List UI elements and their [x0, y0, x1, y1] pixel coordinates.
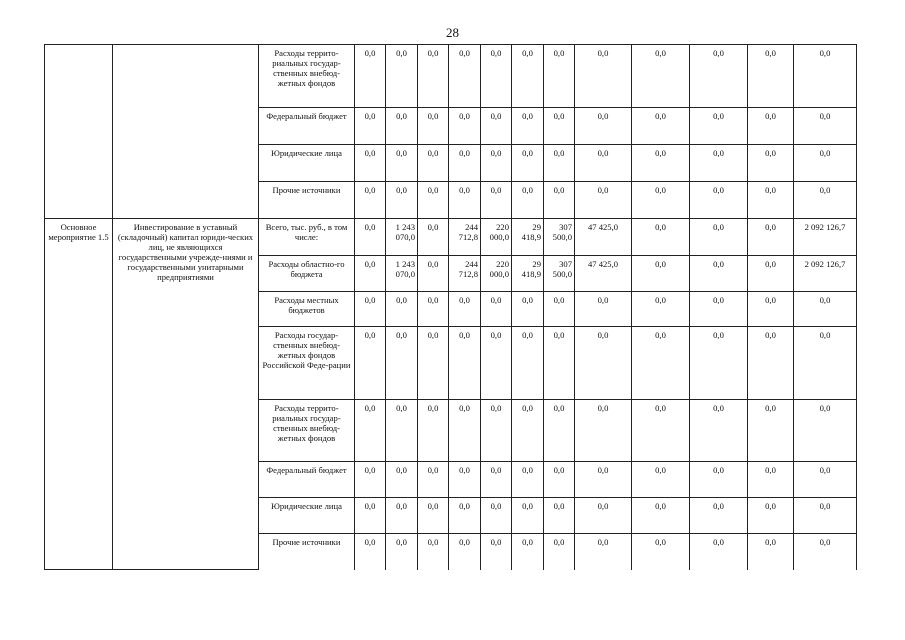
value-cell: 0,0 [481, 292, 512, 327]
value-cell: 0,0 [481, 498, 512, 534]
source-cell: Юридические лица [259, 145, 355, 182]
value-cell: 0,0 [575, 45, 632, 108]
value-cell: 0,0 [575, 292, 632, 327]
value-cell: 0,0 [632, 182, 690, 219]
value-cell: 0,0 [418, 462, 449, 498]
value-cell: 0,0 [632, 219, 690, 256]
value-cell: 0,0 [794, 498, 857, 534]
value-cell: 0,0 [544, 182, 575, 219]
value-cell: 0,0 [748, 145, 794, 182]
value-cell: 0,0 [794, 108, 857, 145]
value-cell: 0,0 [418, 256, 449, 292]
event-name-cell: Инвестирование в уставный (складочный) капитал юриди-ческих лиц, не являющихся государственными учрежде-ниями и государственными унитарными предприятиями [113, 219, 259, 570]
value-cell: 0,0 [481, 400, 512, 462]
page-number: 28 [446, 25, 459, 40]
value-cell: 0,0 [690, 462, 748, 498]
value-cell: 0,0 [355, 498, 386, 534]
value-cell: 0,0 [355, 327, 386, 400]
value-cell: 0,0 [632, 534, 690, 570]
value-cell: 0,0 [418, 327, 449, 400]
value-cell: 0,0 [386, 534, 418, 570]
value-cell: 0,0 [386, 462, 418, 498]
event-name-cell-empty [113, 45, 259, 219]
value-cell: 0,0 [544, 498, 575, 534]
value-cell: 0,0 [748, 292, 794, 327]
value-cell: 0,0 [449, 108, 481, 145]
value-cell: 0,0 [418, 498, 449, 534]
value-cell: 0,0 [794, 182, 857, 219]
value-cell: 0,0 [449, 45, 481, 108]
value-cell: 0,0 [575, 145, 632, 182]
value-cell: 0,0 [449, 400, 481, 462]
value-cell: 0,0 [748, 45, 794, 108]
value-cell: 0,0 [355, 534, 386, 570]
value-cell: 0,0 [512, 45, 544, 108]
value-cell: 0,0 [794, 400, 857, 462]
value-cell: 0,0 [512, 182, 544, 219]
value-cell: 0,0 [748, 498, 794, 534]
value-cell: 0,0 [418, 182, 449, 219]
value-cell: 0,0 [449, 327, 481, 400]
value-cell: 0,0 [481, 45, 512, 108]
value-cell: 0,0 [481, 182, 512, 219]
source-cell: Расходы областно-го бюджета [259, 256, 355, 292]
value-cell: 0,0 [355, 256, 386, 292]
value-cell: 0,0 [544, 108, 575, 145]
value-cell: 0,0 [449, 498, 481, 534]
value-cell: 0,0 [748, 219, 794, 256]
value-cell: 307 500,0 [544, 219, 575, 256]
value-cell: 0,0 [632, 292, 690, 327]
value-cell: 0,0 [386, 182, 418, 219]
value-cell: 0,0 [355, 182, 386, 219]
value-cell: 0,0 [690, 498, 748, 534]
value-cell: 0,0 [512, 327, 544, 400]
value-cell: 307 500,0 [544, 256, 575, 292]
value-cell: 0,0 [418, 292, 449, 327]
value-cell: 0,0 [632, 462, 690, 498]
value-cell: 0,0 [575, 327, 632, 400]
value-cell: 0,0 [690, 45, 748, 108]
value-cell: 29 418,9 [512, 219, 544, 256]
value-cell: 0,0 [481, 145, 512, 182]
value-cell: 0,0 [449, 145, 481, 182]
value-cell: 0,0 [355, 45, 386, 108]
value-cell: 0,0 [575, 108, 632, 145]
value-cell: 0,0 [575, 462, 632, 498]
source-cell: Федеральный бюджет [259, 108, 355, 145]
value-cell: 0,0 [748, 462, 794, 498]
value-cell: 0,0 [355, 292, 386, 327]
value-cell: 0,0 [544, 534, 575, 570]
source-cell: Расходы террито-риальных государ-ственных внебюд-жетных фондов [259, 45, 355, 108]
value-cell: 29 418,9 [512, 256, 544, 292]
value-cell: 0,0 [512, 534, 544, 570]
value-cell: 0,0 [632, 498, 690, 534]
value-cell: 0,0 [794, 45, 857, 108]
value-cell: 220 000,0 [481, 219, 512, 256]
source-cell: Юридические лица [259, 498, 355, 534]
value-cell: 0,0 [690, 145, 748, 182]
value-cell: 0,0 [449, 182, 481, 219]
source-cell: Расходы местных бюджетов [259, 292, 355, 327]
value-cell: 0,0 [575, 534, 632, 570]
value-cell: 0,0 [449, 292, 481, 327]
value-cell: 0,0 [386, 145, 418, 182]
value-cell: 0,0 [690, 182, 748, 219]
value-cell: 0,0 [575, 182, 632, 219]
value-cell: 0,0 [355, 462, 386, 498]
value-cell: 0,0 [386, 45, 418, 108]
value-cell: 0,0 [481, 462, 512, 498]
value-cell: 1 243 070,0 [386, 256, 418, 292]
source-cell: Всего, тыс. руб., в том числе: [259, 219, 355, 256]
value-cell: 0,0 [690, 292, 748, 327]
value-cell: 0,0 [449, 462, 481, 498]
value-cell: 244 712,8 [449, 256, 481, 292]
source-cell: Расходы террито-риальных государ-ственных внебюд-жетных фондов [259, 400, 355, 462]
value-cell: 0,0 [512, 292, 544, 327]
value-cell: 0,0 [632, 145, 690, 182]
value-cell: 0,0 [418, 145, 449, 182]
value-cell: 0,0 [544, 292, 575, 327]
value-cell: 0,0 [449, 534, 481, 570]
value-cell: 244 712,8 [449, 219, 481, 256]
table-row [45, 45, 857, 108]
value-cell: 0,0 [748, 108, 794, 145]
value-cell: 0,0 [794, 145, 857, 182]
value-cell: 0,0 [690, 534, 748, 570]
value-cell: 0,0 [355, 145, 386, 182]
value-cell: 0,0 [632, 327, 690, 400]
value-cell: 0,0 [418, 400, 449, 462]
value-cell: 0,0 [386, 400, 418, 462]
value-cell: 0,0 [748, 400, 794, 462]
source-cell: Федеральный бюджет [259, 462, 355, 498]
value-cell: 0,0 [690, 219, 748, 256]
source-cell: Прочие источники [259, 534, 355, 570]
value-cell: 0,0 [355, 108, 386, 145]
value-cell: 0,0 [575, 498, 632, 534]
value-cell: 0,0 [794, 327, 857, 400]
value-cell: 0,0 [418, 45, 449, 108]
value-cell: 0,0 [632, 400, 690, 462]
value-cell: 0,0 [690, 256, 748, 292]
value-cell: 0,0 [512, 145, 544, 182]
value-cell: 0,0 [544, 145, 575, 182]
value-cell: 2 092 126,7 [794, 219, 857, 256]
value-cell: 0,0 [418, 534, 449, 570]
value-cell: 0,0 [690, 400, 748, 462]
value-cell: 0,0 [355, 219, 386, 256]
value-cell: 0,0 [690, 327, 748, 400]
value-cell: 0,0 [748, 182, 794, 219]
value-cell: 0,0 [748, 327, 794, 400]
value-cell: 0,0 [544, 327, 575, 400]
value-cell: 0,0 [575, 400, 632, 462]
value-cell: 0,0 [512, 108, 544, 145]
value-cell: 0,0 [418, 219, 449, 256]
value-cell: 0,0 [512, 400, 544, 462]
value-cell: 1 243 070,0 [386, 219, 418, 256]
value-cell: 0,0 [690, 108, 748, 145]
source-cell: Прочие источники [259, 182, 355, 219]
value-cell: 0,0 [418, 108, 449, 145]
value-cell: 0,0 [748, 256, 794, 292]
value-cell: 0,0 [632, 45, 690, 108]
table-row [45, 219, 857, 256]
value-cell: 0,0 [632, 256, 690, 292]
value-cell: 0,0 [794, 462, 857, 498]
value-cell: 47 425,0 [575, 256, 632, 292]
value-cell: 0,0 [386, 327, 418, 400]
value-cell: 0,0 [386, 498, 418, 534]
budget-table [44, 44, 857, 570]
value-cell: 0,0 [512, 462, 544, 498]
value-cell: 0,0 [481, 108, 512, 145]
value-cell: 0,0 [748, 534, 794, 570]
value-cell: 0,0 [632, 108, 690, 145]
value-cell: 0,0 [481, 534, 512, 570]
value-cell: 0,0 [544, 462, 575, 498]
source-cell: Расходы государ-ственных внебюд-жетных фондов Российской Феде-рации [259, 327, 355, 400]
value-cell: 2 092 126,7 [794, 256, 857, 292]
value-cell: 0,0 [355, 400, 386, 462]
value-cell: 0,0 [794, 534, 857, 570]
value-cell: 47 425,0 [575, 219, 632, 256]
value-cell: 0,0 [386, 108, 418, 145]
value-cell: 0,0 [544, 400, 575, 462]
event-number-cell-empty [45, 45, 113, 219]
value-cell: 0,0 [386, 292, 418, 327]
value-cell: 0,0 [512, 498, 544, 534]
value-cell: 0,0 [481, 327, 512, 400]
value-cell: 0,0 [794, 292, 857, 327]
value-cell: 0,0 [544, 45, 575, 108]
event-number-cell: Основное мероприятие 1.5 [45, 219, 113, 570]
value-cell: 220 000,0 [481, 256, 512, 292]
